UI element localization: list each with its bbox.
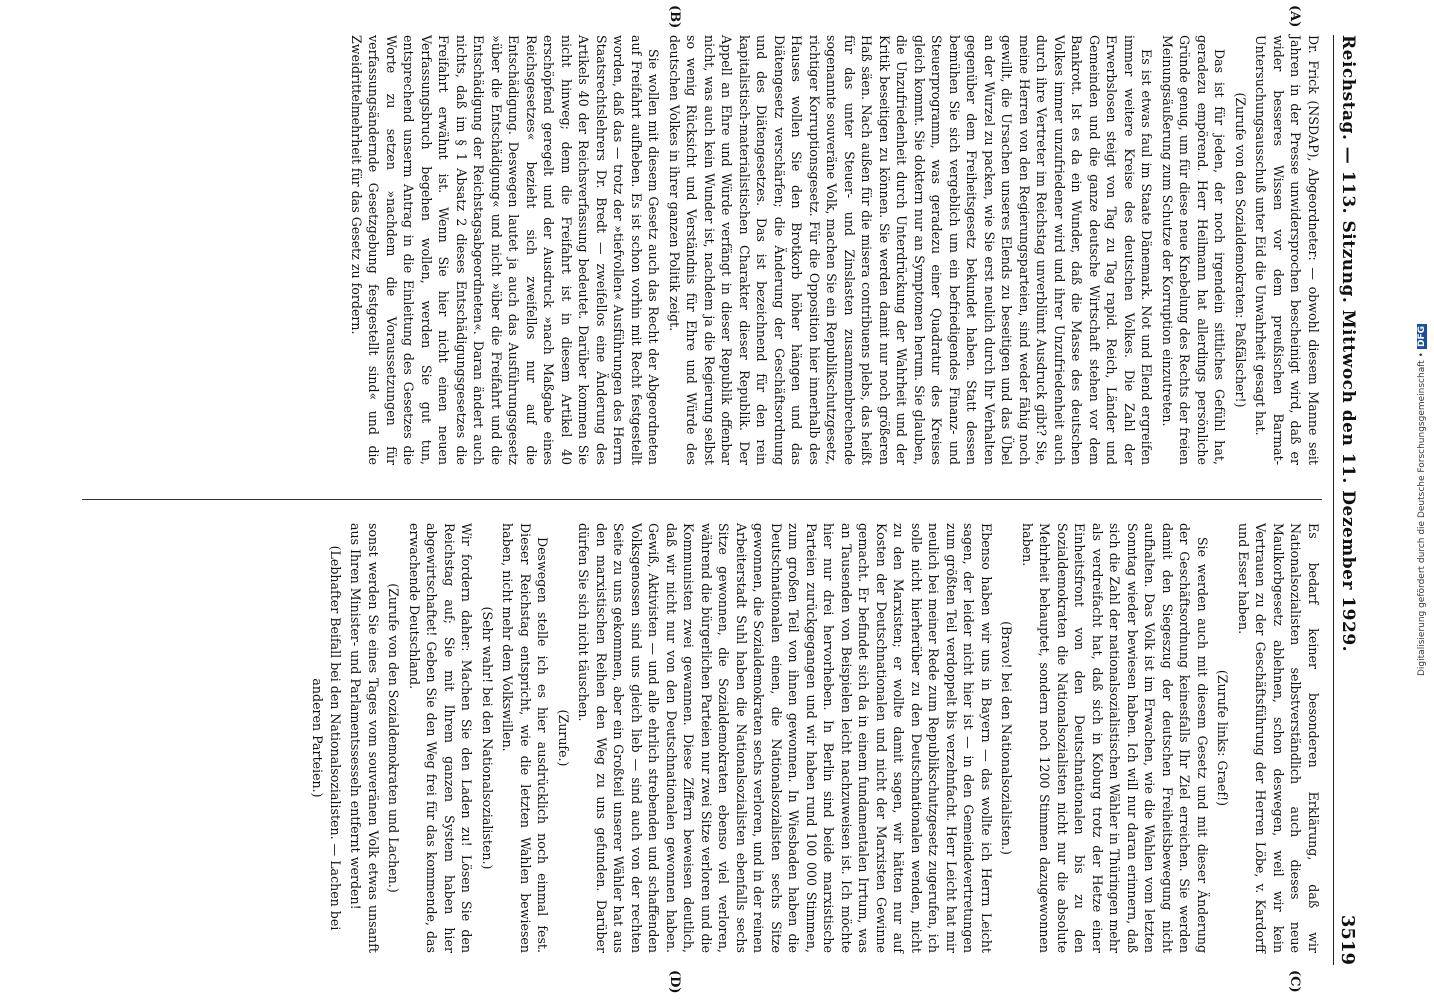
page-title: Reichstag. — 113. Sitzung. Mittwoch den 11. Dezember 1929. [1338,35,1358,653]
paragraph: sonst werden Sie eines Tages vom souveränen Volk etwas unsanft aus Ihren Minister- und Parlamentssesseln entfernt werden! [348,523,381,953]
paragraph: Sie werden auch mit diesem Gesetz und mit dieser Änderung der Geschäftsordnung keinesfalls Ihr Ziel erreichen. Sie werden damit den Siegeszug der deutschen Freiheitsbewegung nicht aufhalten. Das Volk ist im Erwachen, wie die Wahlen vom letzten Sonntag wieder bewiesen haben. Ich will nur daran erinnern, daß sich die Zahl der nationalsozialistischen Wähler in Thüringen mehr als verdreifacht hat, daß sich in Koburg trotz der Hetze einer Einheitsfront von den Deutschnationalen bis zu den Sozialdemokraten die Nationalsozialisten nicht nur die absolute Mehrheit behauptet, sondern noch 1200 Stimmen dazugewonnen haben. [1020,523,1210,953]
interjection: (Zurufe von den Sozialdemokraten: Paßfälscher!) [1233,92,1248,408]
page-number: 3519 [1337,914,1359,965]
interjection: (Sehr wahr! bei den Nationalsozialisten.) [480,606,495,870]
paragraph: Sie wollen mit diesem Gesetz auch das Recht der Abgeordneten auf Freifahrt aufheben. Es ist schon vorhin mit Recht festgestellt worden, daß das — trotz der »tiefvollen« Ausführungen des Herrn Staatsrechtslehrers Dr. Bredt — zweifellos eine Änderung des Artikels 40 der Reichsverfassung bedeutet. Darüber kommen Sie nicht hinweg; denn die Freifahrt ist in diesem Artikel 40 erschöpfend geregelt und der Ausdruck »nach Maßgabe eines Reichsgesetzes« bezieht sich zweifellos nur auf die Entschädigung. Deswegen lautet ja auch das Ausführungsgesetz »über die Entschädigung« und nicht »über die Freifahrt und die Entschädigung der Reichstagsabgeordneten«. Daran ändert auch nichts, daß im § 1 Absatz 2 dieses Entschädigungsgesetzes die Freifahrt erwähnt ist. Wenn Sie hier nicht einen neuen Verfassungsbruch begehen wollen, werden Sie gut tun, entsprechend unserm Antrag in die Einleitung des Gesetzes die Worte zu setzen »nachdem die Voraussetzungen für verfassungsändernde Gesetzgebung festgestellt sind« und die Zweidrittelmehrheit für das Gesetz zu fordern. [349,35,662,465]
caption-text: Digitalisierung gefördert durch die Deutsche Forschungsgemeinschaft • [1417,352,1427,677]
paragraph: Deswegen stelle ich es hier ausdrücklich noch einmal fest. Dieser Reichstag entspricht, wie die letzten Wahlen bewiesen haben, nicht mehr dem Volkswillen. [500,523,551,953]
interjection: (Zurufe von den Sozialdemokraten und Lachen.) [386,583,402,893]
document-page [72,5,1362,994]
paragraph: Wir fordern daher: Machen Sie den Laden zu! Lösen Sie den Reichstag auf; Sie mit Ihrem ganzen System haben hier abgewirtschaftet! Geben Sie den Weg frei für das kommende, das erwachende Deutschland. [407,523,475,953]
left-column [82,35,1322,465]
paragraph: Dr. Frick (NSDAP), Abgeordneter: — obwohl diesem Manne seit Jahren in der Presse unwidersprochen bescheinigt wird, daß er wider besseres Wissen vor dem preußischen Barmat-Untersuchungsausschuß unter Eid die Unwahrheit gesagt hat. [1253,35,1321,465]
digitization-caption [1412,8,1432,992]
paragraph: Es ist etwas faul im Staate Dänemark. Not und Elend ergreifen immer weitere Kreise des deutschen Volkes. Die Zahl der Erwerbslosen steigt von Tag zu Tag rapid. Reich, Länder und Gemeinden und die ganze deutsche Wirtschaft stehen vor dem Bankrott. Ist es da ein Wunder, daß die Masse des deutschen Volkes immer unzufriedener wird und ihrer Unzufriedenheit auch durch ihre Vertreter im Reichstag unverblümt Ausdruck gibt? Sie, meine Herren von den Regierungsparteien, sind weder fähig noch gewillt, die Ursachen unseres Elends zu beseitigen und das Übel an der Wurzel zu packen, wie Sie erst neulich durch Ihr Verhalten gegenüber dem Freiheitsgesetz bekundet haben. Statt dessen bemühen Sie sich vergeblich um ein befriedigendes Finanz- und Steuerprogramm, was geradezu einer Quadratur des Kreises gleich kommt. Sie doktern nur an Symptomen herum. Sie glauben, die Unzufriedenheit durch Unterdrückung der Wahrheit und der Kritik beseitigen zu können. Sie werden damit nur noch größeren Haß säen. Nach außen für die misera contribuens plebs, das heißt für das unter Steuer- und Zinslasten zusammenbrechende sogenannte souveräne Volk, machen Sie ein Republikschutzgesetz, richtiger Korruptionsgesetz. Für die Opposition hier innerhalb des Hauses wollen Sie den Brotkorb höher hängen und das Diätengesetz verschärfen; die Änderung der Geschäftsordnung und des Diätengesetzes. Das ist bezeichnend für den rein kapitalistisch-materialistischen Charakter dieser Republik. Der Appell an Ehre und Würde verfängt in dieser Republik offenbar nicht, was auch kein Wunder ist, nachdem ja die Regierung selbst so wenig Rücksicht und Verständnis für Ehre und Würde des deutschen Volkes in ihrer ganzen Politik zeigt. [667,35,1155,465]
page-header [1333,35,1362,965]
margin-marker-d: (D) [667,970,682,994]
interjection: (Bravo! bei den Nationalsozialisten.) [999,621,1015,855]
dfg-logo: DFG [1417,325,1427,347]
interjection: (Zurufe.) [556,709,571,767]
margin-marker-a: (A) [1287,5,1302,28]
margin-marker-b: (B) [667,5,682,29]
paragraph: Ebenso haben wir uns in Bayern — das wollte ich Herrn Leicht sagen, der leider nicht hier ist — in den Gemeindevertretungen zum größten Teil verdoppelt bis verzehnfacht. Herr Leicht hat mir neulich bei meiner Rede zum Republikschutzgesetz zugerufen, ich solle nicht hierherüber zu den Deutschnationalen wenden, nicht zu den Marxisten; er wollte damit sagen, wir hätten nur auf Kosten der Deutschnationalen und nicht der Marxisten Gewinne gemacht. Er befindet sich da in einem fundamentalen Irrtum, was an Tausenden von Beispielen leicht nachzuweisen ist. Ich möchte hier nur drei hervorheben. In Berlin sind beide marxistische Parteien zurückgegangen und wir haben rund 100 000 Stimmen, zum großen Teil von ihnen gewonnen. In Wiesbaden haben die Deutschnationalen einen, die Nationalsozialisten sechs Sitze gewonnen, die Sozialdemokraten sechs verloren, und in der reinen Arbeiterstadt Suhl haben die Nationalsozialisten ebenfalls sechs Sitze gewonnen, die Sozialdemokraten ebenso viel verloren, während die bürgerlichen Parteien nur zwei Sitze verloren und die Kommunisten zwei gewannen. Diese Ziffern beweisen deutlich, daß wir nicht nur von den Deutschnationalen gewonnen haben. Gewiß, Aktivisten — und alle ehrlich strebenden und schaffenden Volksgenossen sind uns gleich lieb — sind auch von der rechten Seite zu uns gekommen, aber ein Großteil unserer Wähler hat aus den marxistischen Reihen den Weg zu uns gefunden. Darüber dürfen Sie sich nicht täuschen. [576,523,994,953]
interjection: (Lebhafter Beifall bei den Nationalsozialisten. — Lachen bei anderen Parteien.) [310,545,343,931]
paragraph: Es bedarf keiner besonderen Erklärung, daß wir Nationalsozialisten selbstverständlich auch dieses neue Maulkorbgesetz ablehnen, schon deswegen, weil wir kein Vertrauen zu der Geschäftsführung der Herren Löbe, v. Kardorff und Esser haben. [1236,523,1321,953]
margin-marker-c: (C) [1287,970,1302,993]
interjection: (Zurufe links: Graef!) [1215,669,1231,807]
column-divider [82,499,1322,500]
right-column [82,523,1322,953]
paragraph: Das ist für jeden, der noch irgendein sittliches Gefühl hat, geradezu empörend. Herr Heilmann hat allerdings persönliche Gründe genug, um für diese neue Knebelung des Rechts der freien Meinungsäußerung zum Schutze der Korruption einzutreten. [1160,35,1228,465]
